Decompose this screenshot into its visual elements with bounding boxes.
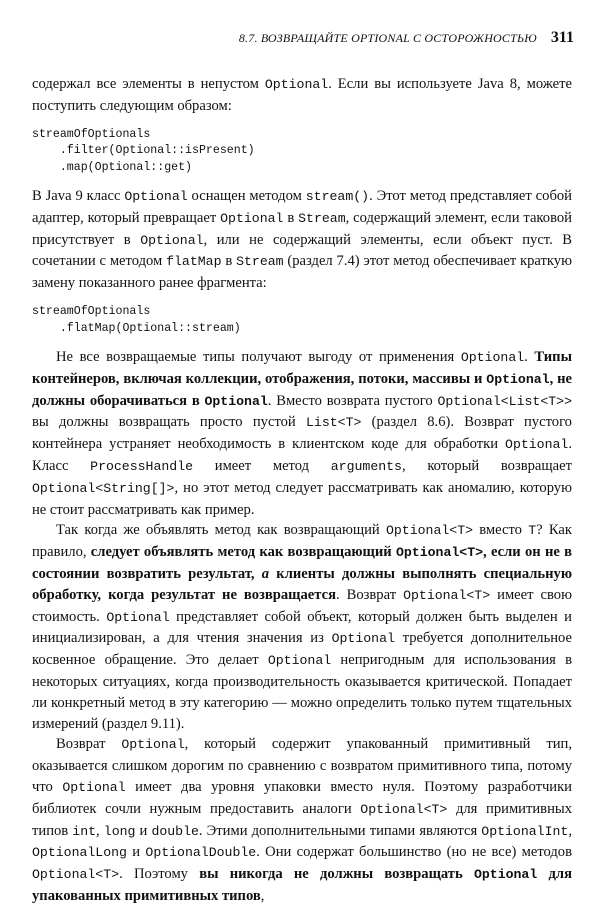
code-block-1: streamOfOptionals .filter(Optional::isPresent) .map(Optional::get) — [32, 127, 255, 174]
paragraph-3: Не все возвращаемые типы получают выгоду от применения Optional. Типы контейнеров, включая коллекции, отображения, потоки, массивы и Optional, не должны оборачиваться в Optional. Вместо возврата пустого Optional<List<T>> вы должны возвращать просто пустой List<T> (раздел 8.6). Возврат пустого контейнера устраняет необходимость в клиентском коде для обработки Optional. Класс ProcessHandle имеет метод arguments, который возвращает Optional<String[]>, но этот метод следует рассматривать как аномалию, которую не стоит рассматривать как пример. — [32, 349, 573, 518]
code-block-2: streamOfOptionals .flatMap(Optional::stream) — [32, 305, 241, 335]
paragraph-1: содержал все элементы в непустом Optional. Если вы используете Java 8, можете поступить следующим образом: — [32, 76, 572, 114]
paragraph-5: Возврат Optional, который содержит упакованный примитивный тип, оказывается слишком дорогим по сравнению с возвратом примитивного типа, потому что Optional имеет два уровня упаковки вместо нуля. Поэтому разработчики библиотек сочли нужным предоставить аналоги Optional<T> для примитивных типов int, long и double. Этими дополнительными типами являются OptionalInt, OptionalLong и OptionalDouble. Они содержат большинство (но не все) методов Optional<T>. Поэтому вы никогда не должны возвращать Optional для упакованных примитивных типов, — [32, 736, 572, 904]
header-title: 8.7. ВОЗВРАЩАЙТЕ OPTIONAL С ОСТОРОЖНОСТЬЮ — [238, 31, 537, 45]
page-body — [32, 74, 572, 907]
paragraph-2: В Java 9 класс Optional оснащен методом stream(). Этот метод представляет собой адаптер, который превращает Optional в Stream, содержащий элемент, если таковой присутствует в Optional, или не содержащий элементы, если объект пуст. В сочетании с методом flatMap в Stream (раздел 7.4) этот метод обеспечивает краткую замену показанного ранее фрагмента: — [32, 188, 572, 292]
running-header — [0, 29, 574, 47]
page-number: 311 — [550, 29, 574, 46]
paragraph-4: Так когда же объявлять метод как возвращающий Optional<T> вместо T? Как правило, следует объявлять метод как возвращающий Optional<T>, если он не в состоянии возвратить результат, а клиенты должны выполнять специальную обработку, когда результат не возвращается. Возврат Optional<T> имеет свою стоимость. Optional представляет собой объект, который должен быть выделен и инициализирован, а для чтения значения из Optional требуется дополнительное косвенное обращение. Это делает Optional непригодным для использования в некоторых ситуациях, когда производительность оказывается критической. Попадает ли конкретный метод в эту категорию — можно определить только путем тщательных измерений (раздел 9.11). — [32, 522, 573, 732]
